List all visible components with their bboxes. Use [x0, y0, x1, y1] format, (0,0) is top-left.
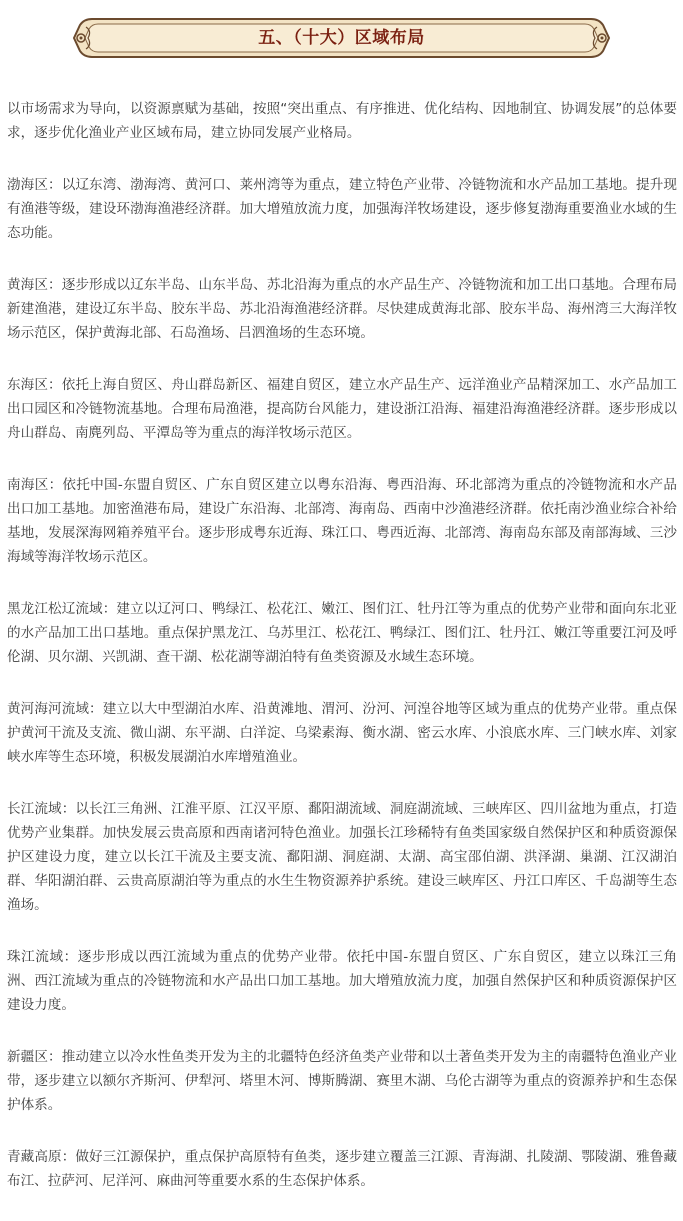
paragraph-intro: 以市场需求为导向，以资源禀赋为基础，按照“突出重点、有序推进、优化结构、因地制宜、协调发展”的总体要求，逐步优化渔业产业区域布局，建立协同发展产业格局。 — [7, 101, 677, 141]
article-body — [7, 97, 677, 1221]
paragraph-changjiang: 长江流域：以长江三角洲、江淮平原、江汉平原、鄱阳湖流域、洞庭湖流域、三峡库区、四川盆地为重点，打造优势产业集群。加快发展云贵高原和西南诸河特色渔业。加强长江珍稀特有鱼类国家级自然保护区和种质资源保护区建设力度，建立以长江干流及主要支流、鄱阳湖、洞庭湖、太湖、高宝邵伯湖、洪泽湖、巢湖、江汉湖泊群、华阳湖泊群、云贵高原湖泊等为重点的水生生物资源养护系统。建设三峡库区、丹江口库区、千岛湖等生态渔场。 — [7, 801, 677, 913]
paragraph-huanghe-haihe: 黄河海河流域：建立以大中型湖泊水库、沿黄滩地、渭河、汾河、河湟谷地等区域为重点的优势产业带。重点保护黄河干流及支流、微山湖、东平湖、白洋淀、乌梁素海、衡水湖、密云水库、小浪底水库、三门峡水库、刘家峡水库等生态环境，积极发展湖泊水库增殖渔业。 — [7, 701, 677, 765]
paragraph-donghai: 东海区：依托上海自贸区、舟山群岛新区、福建自贸区，建立水产品生产、远洋渔业产品精深加工、水产品加工出口园区和冷链物流基地。合理布局渔港，提高防台风能力，建设浙江沿海、福建沿海渔港经济群。逐步形成以舟山群岛、南麂列岛、平潭岛等为重点的海洋牧场示范区。 — [7, 377, 677, 441]
paragraph-heilongjiang-songliao: 黑龙江松辽流域：建立以辽河口、鸭绿江、松花江、嫩江、图们江、牡丹江等为重点的优势产业带和面向东北亚的水产品加工出口基地。重点保护黑龙江、乌苏里江、松花江、鸭绿江、图们江、牡丹江、嫩江等重要江河及呼伦湖、贝尔湖、兴凯湖、查干湖、松花湖等湖泊特有鱼类资源及水域生态环境。 — [7, 601, 677, 665]
paragraph-qingzang: 青藏高原：做好三江源保护，重点保护高原特有鱼类，逐步建立覆盖三江源、青海湖、扎陵湖、鄂陵湖、雅鲁藏布江、拉萨河、尼洋河、麻曲河等重要水系的生态保护体系。 — [7, 1149, 677, 1189]
paragraph-huanghai: 黄海区：逐步形成以辽东半岛、山东半岛、苏北沿海为重点的水产品生产、冷链物流和加工出口基地。合理布局新建渔港，建设辽东半岛、胶东半岛、苏北沿海渔港经济群。尽快建成黄海北部、胶东半岛、海州湾三大海洋牧场示范区，保护黄海北部、石岛渔场、吕泗渔场的生态环境。 — [7, 277, 677, 341]
page-title: 五、（十大）区域布局 — [258, 28, 425, 48]
paragraph-xinjiang: 新疆区：推动建立以冷水性鱼类开发为主的北疆特色经济鱼类产业带和以土著鱼类开发为主的南疆特色渔业产业带，逐步建立以额尔齐斯河、伊犁河、塔里木河、博斯腾湖、赛里木湖、乌伦古湖等为重点的资源养护和生态保护体系。 — [7, 1049, 677, 1113]
paragraph-nanhai: 南海区：依托中国-东盟自贸区、广东自贸区建立以粤东沿海、粤西沿海、环北部湾为重点的冷链物流和水产品出口加工基地。加密渔港布局，建设广东沿海、北部湾、海南岛、西南中沙渔港经济群。依托南沙渔业综合补给基地，发展深海网箱养殖平台。逐步形成粤东近海、珠江口、粤西近海、北部湾、海南岛东部及南部海域、三沙海域等海洋牧场示范区。 — [7, 477, 677, 565]
paragraph-bohai: 渤海区：以辽东湾、渤海湾、黄河口、莱州湾等为重点，建立特色产业带、冷链物流和水产品加工基地。提升现有渔港等级，建设环渤海渔港经济群。加大增殖放流力度，加强海洋牧场建设，逐步修复渤海重要渔业水域的生态功能。 — [7, 177, 677, 241]
section-banner — [70, 15, 613, 61]
paragraph-zhujiang: 珠江流域：逐步形成以西江流域为重点的优势产业带。依托中国-东盟自贸区、广东自贸区，建立以珠江三角洲、西江流域为重点的冷链物流和水产品出口加工基地。加大增殖放流力度，加强自然保护区和种质资源保护区建设力度。 — [7, 949, 677, 1013]
